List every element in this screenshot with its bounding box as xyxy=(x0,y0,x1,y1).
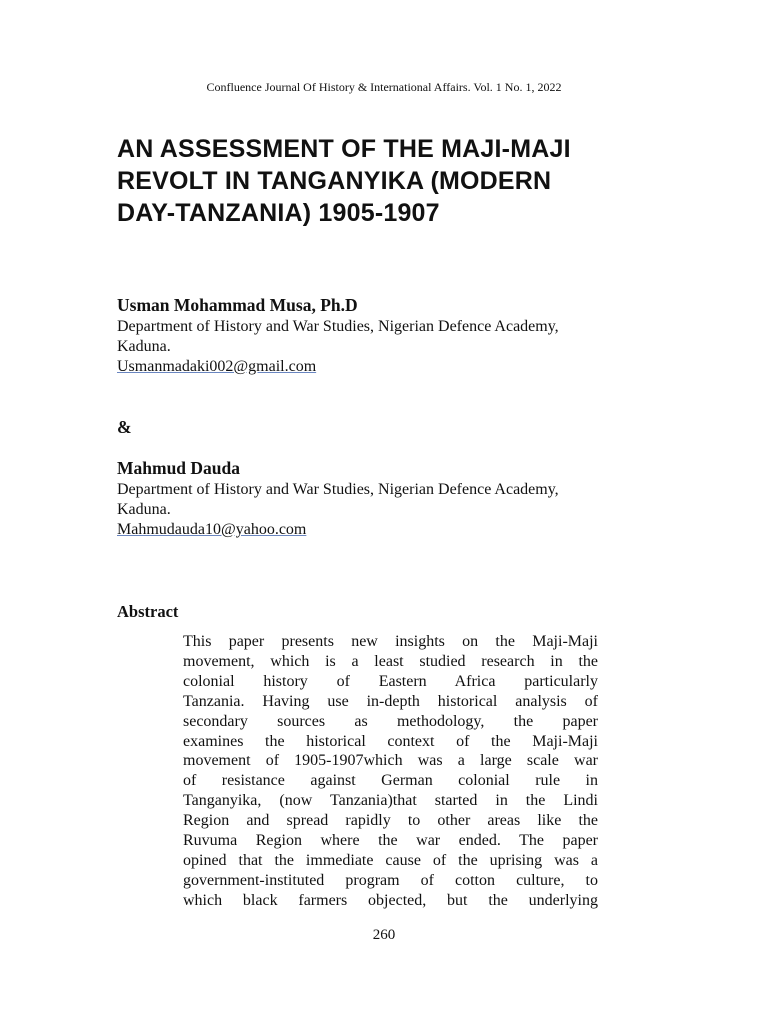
author-name: Mahmud Dauda xyxy=(117,458,241,478)
abstract-line: colonial history of Eastern Africa particularly xyxy=(183,672,598,690)
ampersand: & xyxy=(117,417,132,437)
abstract-line: Ruvuma Region where the war ended. The paper xyxy=(183,832,598,850)
abstract-line: Tanganyika, (now Tanzania)that started in the Lindi xyxy=(183,792,598,810)
author-email-link[interactable]: Usmanmadaki002@gmail.com xyxy=(117,358,317,375)
author-email-link[interactable]: Mahmudauda10@yahoo.com xyxy=(117,521,307,538)
author-affiliation: Department of History and War Studies, Nigerian Defence Academy, xyxy=(117,318,559,335)
author-city: Kaduna. xyxy=(117,501,171,518)
page-number: 260 xyxy=(372,927,396,943)
abstract-body xyxy=(183,632,598,911)
abstract-line: opined that the immediate cause of the uprising was a xyxy=(183,851,598,869)
author-block-2 xyxy=(117,458,559,540)
abstract-line: examines the historical context of the Maji-Maji xyxy=(183,732,598,750)
abstract-heading: Abstract xyxy=(117,602,179,621)
paper-title xyxy=(117,133,677,229)
author-affiliation: Department of History and War Studies, Nigerian Defence Academy, xyxy=(117,481,559,498)
abstract-line: government-instituted program of cotton culture, to xyxy=(183,871,598,889)
title-line: DAY-TANZANIA) 1905-1907 xyxy=(117,199,440,227)
journal-header: Confluence Journal Of History & International Affairs. Vol. 1 No. 1, 2022 xyxy=(206,80,562,94)
abstract-line: Region and spread rapidly to other areas like the xyxy=(183,812,598,830)
author-name: Usman Mohammad Musa, Ph.D xyxy=(117,295,358,315)
abstract-line: This paper presents new insights on the Maji-Maji xyxy=(183,633,598,650)
author-city: Kaduna. xyxy=(117,338,171,355)
author-block-1 xyxy=(117,295,559,377)
title-line: REVOLT IN TANGANYIKA (MODERN xyxy=(117,167,552,195)
abstract-line: Tanzania. Having use in-depth historical analysis of xyxy=(183,692,598,710)
abstract-line: movement, which is a least studied research in the xyxy=(183,652,598,670)
abstract-line: secondary sources as methodology, the paper xyxy=(183,712,598,730)
abstract-line: movement of 1905-1907which was a large scale war xyxy=(183,752,598,770)
abstract-line: of resistance against German colonial rule in xyxy=(183,772,598,790)
abstract-line: which black farmers objected, but the underlying xyxy=(183,891,598,909)
title-line: AN ASSESSMENT OF THE MAJI-MAJI xyxy=(117,135,571,163)
